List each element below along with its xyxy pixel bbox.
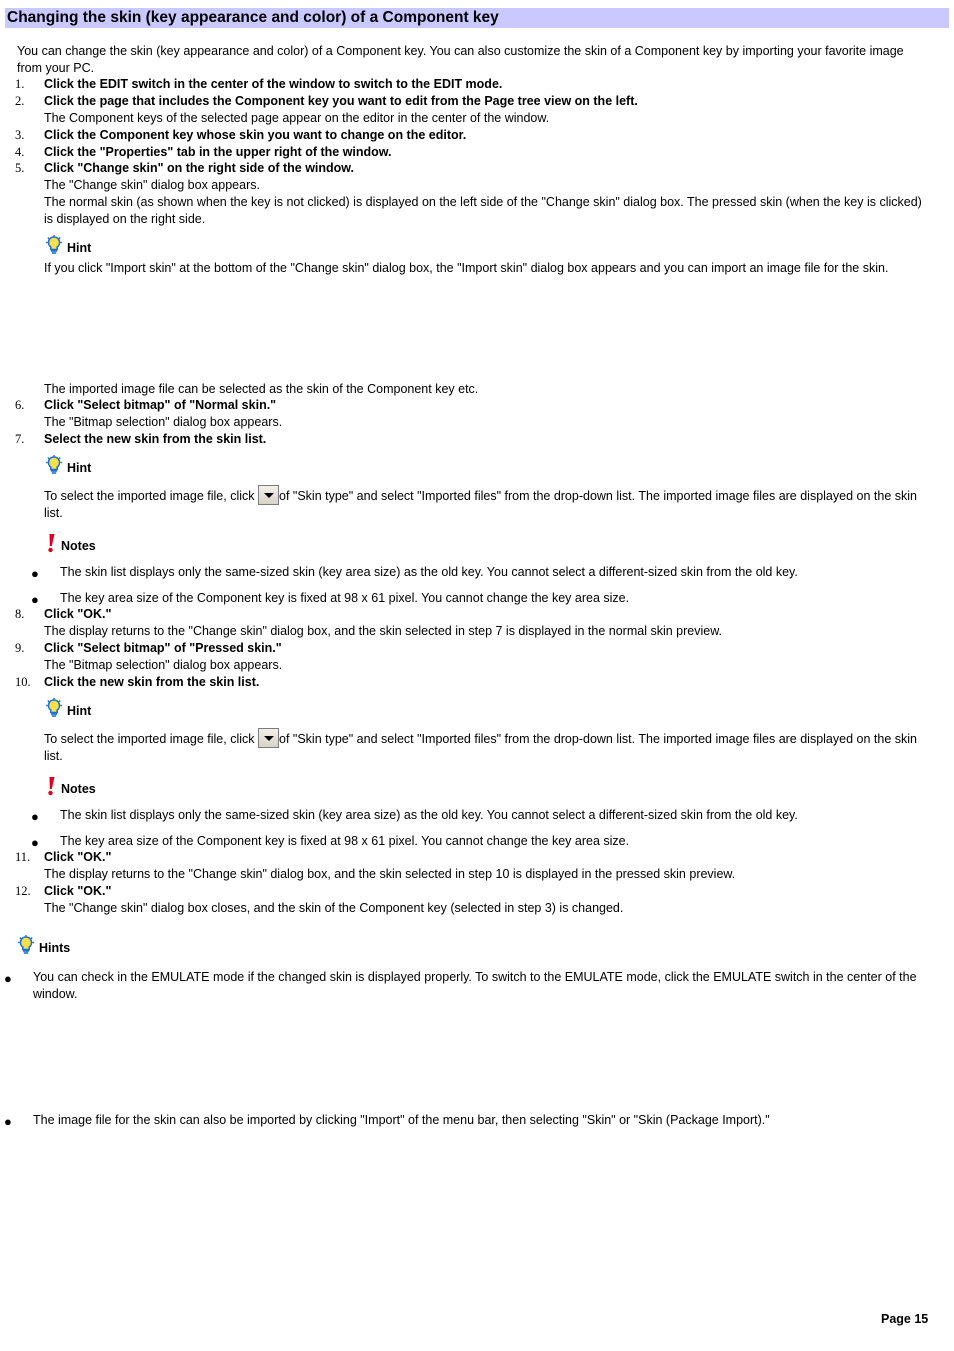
hint-heading bbox=[44, 455, 91, 475]
step-text: Select the new skin from the skin list. bbox=[44, 432, 267, 446]
notes-label: Notes bbox=[61, 539, 96, 553]
notes-label: Notes bbox=[61, 782, 96, 796]
hint-heading bbox=[44, 235, 91, 255]
hint-text bbox=[44, 485, 924, 522]
hints-heading bbox=[16, 935, 70, 955]
step-number: 8. bbox=[15, 607, 25, 621]
step-description: The display returns to the "Change skin" dialog box, and the skin selected in step 10 is displayed in the pressed skin preview. bbox=[44, 867, 736, 881]
step-text: Click "OK." bbox=[44, 850, 112, 864]
step-number: 12. bbox=[15, 884, 31, 898]
step-text: Click "OK." bbox=[44, 607, 112, 621]
lightbulb-icon bbox=[44, 455, 64, 475]
bullet: ● bbox=[31, 835, 39, 850]
bullet: ● bbox=[31, 566, 39, 581]
step-text: Click "OK." bbox=[44, 884, 112, 898]
hint-text-post: of "Skin type" and select "Imported files" from the drop-down list. The imported image files are displayed on the skin list. bbox=[44, 489, 917, 520]
step-text: Click the "Properties" tab in the upper right of the window. bbox=[44, 145, 392, 159]
step-text: Click the EDIT switch in the center of the window to switch to the EDIT mode. bbox=[44, 77, 503, 91]
dropdown-arrow-icon[interactable] bbox=[258, 485, 279, 505]
dropdown-arrow-icon[interactable] bbox=[258, 728, 279, 748]
step-text: Click "Select bitmap" of "Normal skin." bbox=[44, 398, 277, 412]
hint-text-pre: To select the imported image file, click bbox=[44, 489, 255, 503]
bullet: ● bbox=[31, 592, 39, 607]
step-number: 11. bbox=[15, 850, 31, 864]
page-title: Changing the skin (key appearance and color) of a Component key bbox=[7, 9, 499, 26]
step-number: 2. bbox=[15, 94, 25, 108]
hint-text-pre: To select the imported image file, click bbox=[44, 732, 255, 746]
step-number: 10. bbox=[15, 675, 31, 689]
lightbulb-icon bbox=[44, 698, 64, 718]
step-text: Click the new skin from the skin list. bbox=[44, 675, 260, 689]
page-number: Page 15 bbox=[881, 1312, 929, 1326]
hint-label: Hint bbox=[67, 704, 92, 718]
lightbulb-icon bbox=[44, 235, 64, 255]
bullet: ● bbox=[31, 809, 39, 824]
step-text: Click the page that includes the Component key you want to edit from the Page tree view on the left. bbox=[44, 94, 638, 108]
step-description: The display returns to the "Change skin" dialog box, and the skin selected in step 7 is displayed in the normal skin preview. bbox=[44, 624, 723, 638]
step-number: 1. bbox=[15, 77, 25, 91]
step-description: The "Change skin" dialog box closes, and the skin of the Component key (selected in step 3) is changed. bbox=[44, 901, 624, 915]
step-number: 7. bbox=[15, 432, 25, 446]
hint-label: Hint bbox=[67, 461, 92, 475]
final-hint-item: The image file for the skin can also be imported by clicking "Import" of the menu bar, then selecting "Skin" or "Skin (Package Import)." bbox=[33, 1113, 770, 1127]
exclamation-icon bbox=[44, 533, 58, 553]
step-description: The Component keys of the selected page appear on the editor in the center of the window. bbox=[44, 111, 550, 125]
step-number: 6. bbox=[15, 398, 25, 412]
hint-text-post: of "Skin type" and select "Imported files" from the drop-down list. The imported image files are displayed on the skin list. bbox=[44, 732, 917, 763]
step-description: The normal skin (as shown when the key is not clicked) is displayed on the left side of the "Change skin" dialog box. The pressed skin (when the key is clicked) is displayed on the right side. bbox=[44, 195, 922, 226]
note-item: The skin list displays only the same-sized skin (key area size) as the old key. You cannot select a different-sized skin from the old key. bbox=[60, 808, 798, 822]
final-hint-item: You can check in the EMULATE mode if the changed skin is displayed properly. To switch to the EMULATE mode, click the EMULATE switch in the center of the window. bbox=[33, 970, 917, 1001]
lightbulb-icon bbox=[16, 935, 36, 955]
hint-text bbox=[44, 728, 924, 765]
step-number: 9. bbox=[15, 641, 25, 655]
bullet: ● bbox=[4, 1114, 12, 1129]
step-text: Click the Component key whose skin you want to change on the editor. bbox=[44, 128, 467, 142]
step-number: 3. bbox=[15, 128, 25, 142]
exclamation-icon bbox=[44, 776, 58, 796]
step-number: 4. bbox=[15, 145, 25, 159]
note-item: The key area size of the Component key is fixed at 98 x 61 pixel. You cannot change the key area size. bbox=[60, 834, 630, 848]
hint-text: If you click "Import skin" at the bottom of the "Change skin" dialog box, the "Import skin" dialog box appears and you can import an image file for the skin. bbox=[44, 261, 889, 275]
step-text: Click "Change skin" on the right side of the window. bbox=[44, 161, 355, 175]
intro-text: You can change the skin (key appearance and color) of a Component key. You can also customize the skin of a Component key by importing your favorite image from your PC. bbox=[17, 44, 904, 75]
step-description: The "Change skin" dialog box appears. bbox=[44, 178, 260, 192]
imported-note: The imported image file can be selected as the skin of the Component key etc. bbox=[44, 382, 479, 396]
step-description: The "Bitmap selection" dialog box appears. bbox=[44, 658, 283, 672]
step-text: Click "Select bitmap" of "Pressed skin." bbox=[44, 641, 282, 655]
hints-label: Hints bbox=[39, 941, 71, 955]
step-number: 5. bbox=[15, 161, 25, 175]
hint-heading bbox=[44, 698, 91, 718]
title-bar bbox=[5, 8, 949, 28]
hint-label: Hint bbox=[67, 241, 92, 255]
notes-heading bbox=[44, 776, 96, 796]
step-description: The "Bitmap selection" dialog box appears. bbox=[44, 415, 283, 429]
note-item: The key area size of the Component key is fixed at 98 x 61 pixel. You cannot change the key area size. bbox=[60, 591, 630, 605]
bullet: ● bbox=[4, 971, 12, 986]
note-item: The skin list displays only the same-sized skin (key area size) as the old key. You cannot select a different-sized skin from the old key. bbox=[60, 565, 798, 579]
notes-heading bbox=[44, 533, 96, 553]
